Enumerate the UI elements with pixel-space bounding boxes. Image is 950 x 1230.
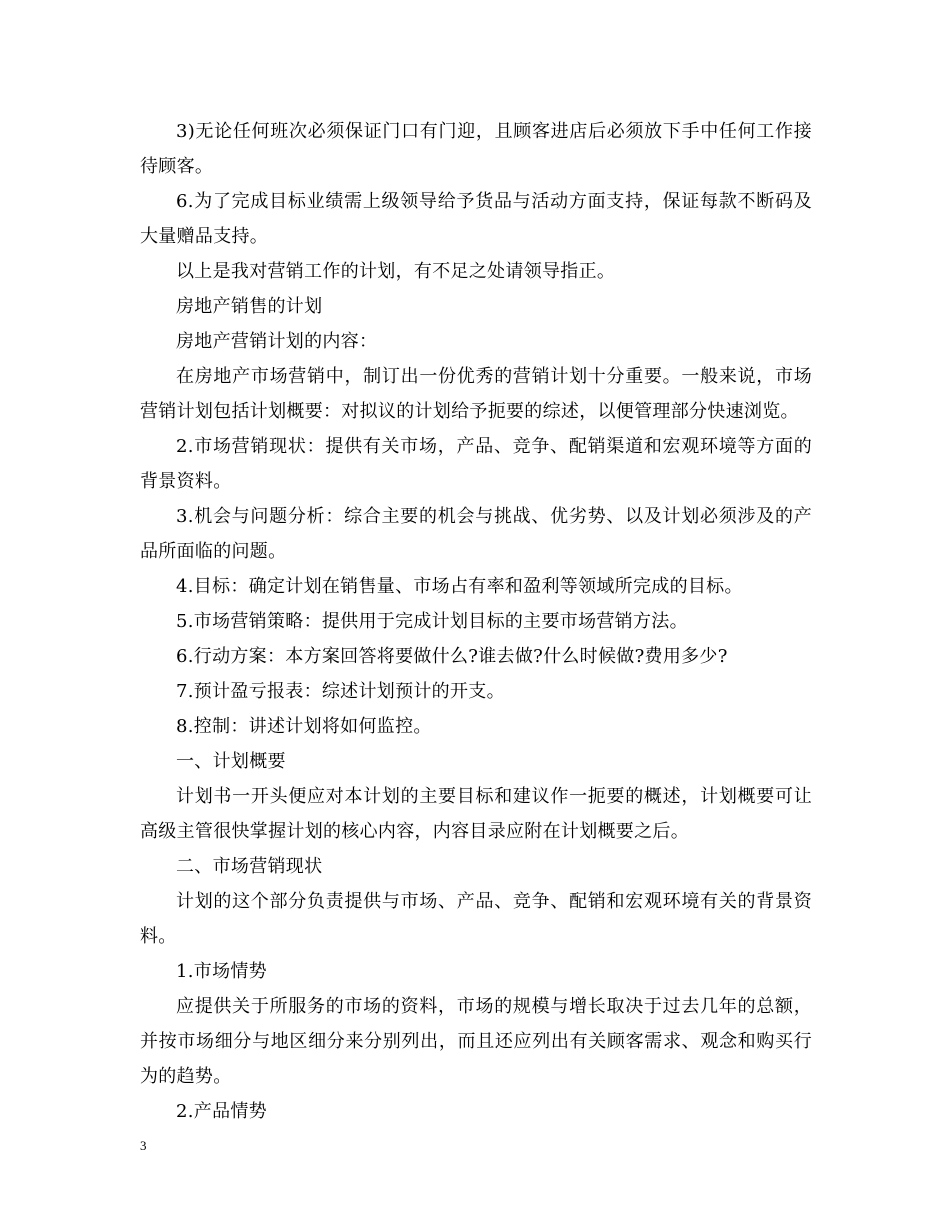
list-item-profit-loss: 7.预计盈亏报表：综述计划预计的开支。 (176, 681, 505, 702)
list-item-marketing-strategy: 5.市场营销策略：提供用于完成计划目标的主要市场营销方法。 (176, 611, 688, 632)
list-item-control: 8.控制：讲述计划将如何监控。 (176, 716, 432, 737)
paragraph-service-greeting: 3)无论任何班次必须保证门口有门迎，且顾客进店后必须放下手中任何工作接待顾客。 (140, 121, 812, 177)
section-heading-plan-summary: 一、计划概要 (176, 751, 286, 772)
subheading-market-situation: 1.市场情势 (176, 961, 267, 982)
list-item-market-status: 2.市场营销现状：提供有关市场，产品、竞争、配销渠道和宏观环境等方面的背景资料。 (140, 436, 812, 492)
subheading-product-situation: 2.产品情势 (176, 1101, 267, 1122)
list-item-action-plan: 6.行动方案：本方案回答将要做什么?谁去做?什么时候做?费用多少? (176, 646, 728, 667)
paragraph-plan-contents-intro: 房地产营销计划的内容： (176, 331, 378, 352)
page-number: 3 (140, 1138, 147, 1153)
paragraph-summary-description: 计划书一开头便应对本计划的主要目标和建议作一扼要的概述，计划概要可让高级主管很快掌握计划的核心内容，内容目录应附在计划概要之后。 (140, 786, 812, 842)
document-body (140, 114, 812, 1129)
paragraph-closing-remark: 以上是我对营销工作的计划，有不足之处请领导指正。 (176, 261, 616, 282)
paragraph-plan-summary: 在房地产市场营销中，制订出一份优秀的营销计划十分重要。一般来说，市场营销计划包括计划概要：对拟议的计划给予扼要的综述，以便管理部分快速浏览。 (140, 366, 812, 422)
list-item-objectives: 4.目标：确定计划在销售量、市场占有率和盈利等领域所完成的目标。 (176, 576, 743, 597)
paragraph-market-status-description: 计划的这个部分负责提供与市场、产品、竞争、配销和宏观环境有关的背景资料。 (140, 891, 812, 947)
paragraph-leadership-support: 6.为了完成目标业绩需上级领导给予货品与活动方面支持，保证每款不断码及大量赠品支持。 (140, 191, 812, 247)
section-heading-market-status: 二、市场营销现状 (176, 856, 323, 877)
paragraph-market-situation-description: 应提供关于所服务的市场的资料，市场的规模与增长取决于过去几年的总额，并按市场细分与地区细分来分别列出，而且还应列出有关顾客需求、观念和购买行为的趋势。 (140, 996, 812, 1087)
section-heading-real-estate-plan: 房地产销售的计划 (176, 296, 323, 317)
list-item-opportunity-analysis: 3.机会与问题分析：综合主要的机会与挑战、优劣势、以及计划必须涉及的产品所面临的问题。 (140, 506, 812, 562)
